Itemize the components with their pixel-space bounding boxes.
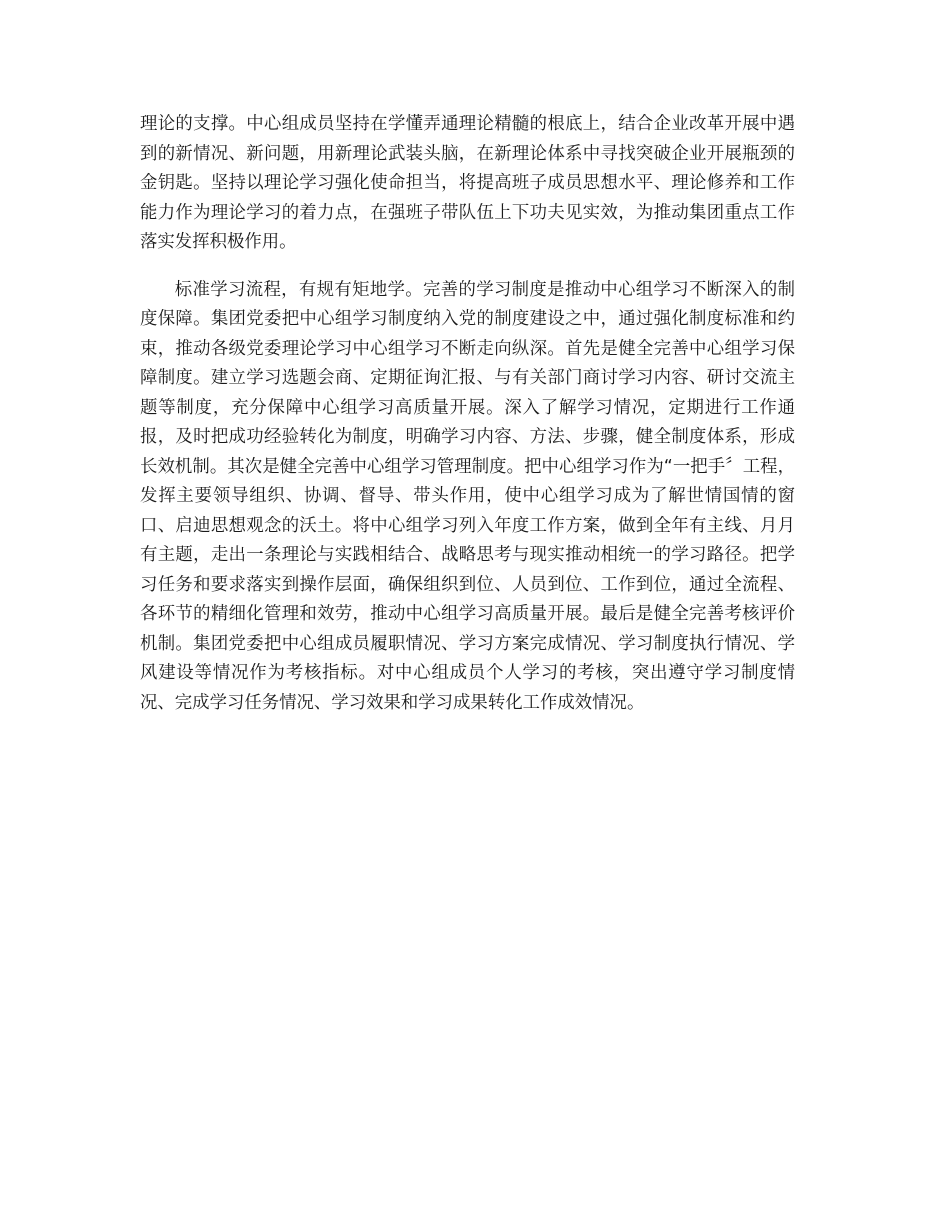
document-body <box>140 110 795 718</box>
paragraph-study-process: 标准学习流程，有规有矩地学。完善的学习制度是推动中心组学习不断深入的制度保障。集团党委把中心组学习制度纳入党的制度建设之中，通过强化制度标准和约束，推动各级党委理论学习中心组学习不断走向纵深。首先是健全完善中心组学习保障制度。建立学习选题会商、定期征询汇报、与有关部门商讨学习内容、研讨交流主题等制度，充分保障中心组学习高质量开展。深入了解学习情况，定期进行工作通报，及时把成功经验转化为制度，明确学习内容、方法、步骤，健全制度体系，形成长效机制。其次是健全完善中心组学习管理制度。把中心组学习作为“一把手〞工程，发挥主要领导组织、协调、督导、带头作用，使中心组学习成为了解世情国情的窗口、启迪思想观念的沃土。将中心组学习列入年度工作方案，做到全年有主线、月月有主题，走出一条理论与实践相结合、战略思考与现实推动相统一的学习路径。把学习任务和要求落实到操作层面，确保组织到位、人员到位、工作到位，通过全流程、各环节的精细化管理和效劳，推动中心组学习高质量开展。最后是健全完善考核评价机制。集团党委把中心组成员履职情况、学习方案完成情况、学习制度执行情况、学风建设等情况作为考核指标。对中心组成员个人学习的考核，突出遵守学习制度情况、完成学习任务情况、学习效果和学习成果转化工作成效情况。 <box>140 279 795 713</box>
paragraph-continued: 理论的支撑。中心组成员坚持在学懂弄通理论精髓的根底上，结合企业改革开展中遇到的新情况、新问题，用新理论武装头脑，在新理论体系中寻找突破企业开展瓶颈的金钥匙。坚持以理论学习强化使命担当，将提高班子成员思想水平、理论修养和工作能力作为理论学习的着力点，在强班子带队伍上下功夫见实效，为推动集团重点工作落实发挥积极作用。 <box>140 114 795 252</box>
